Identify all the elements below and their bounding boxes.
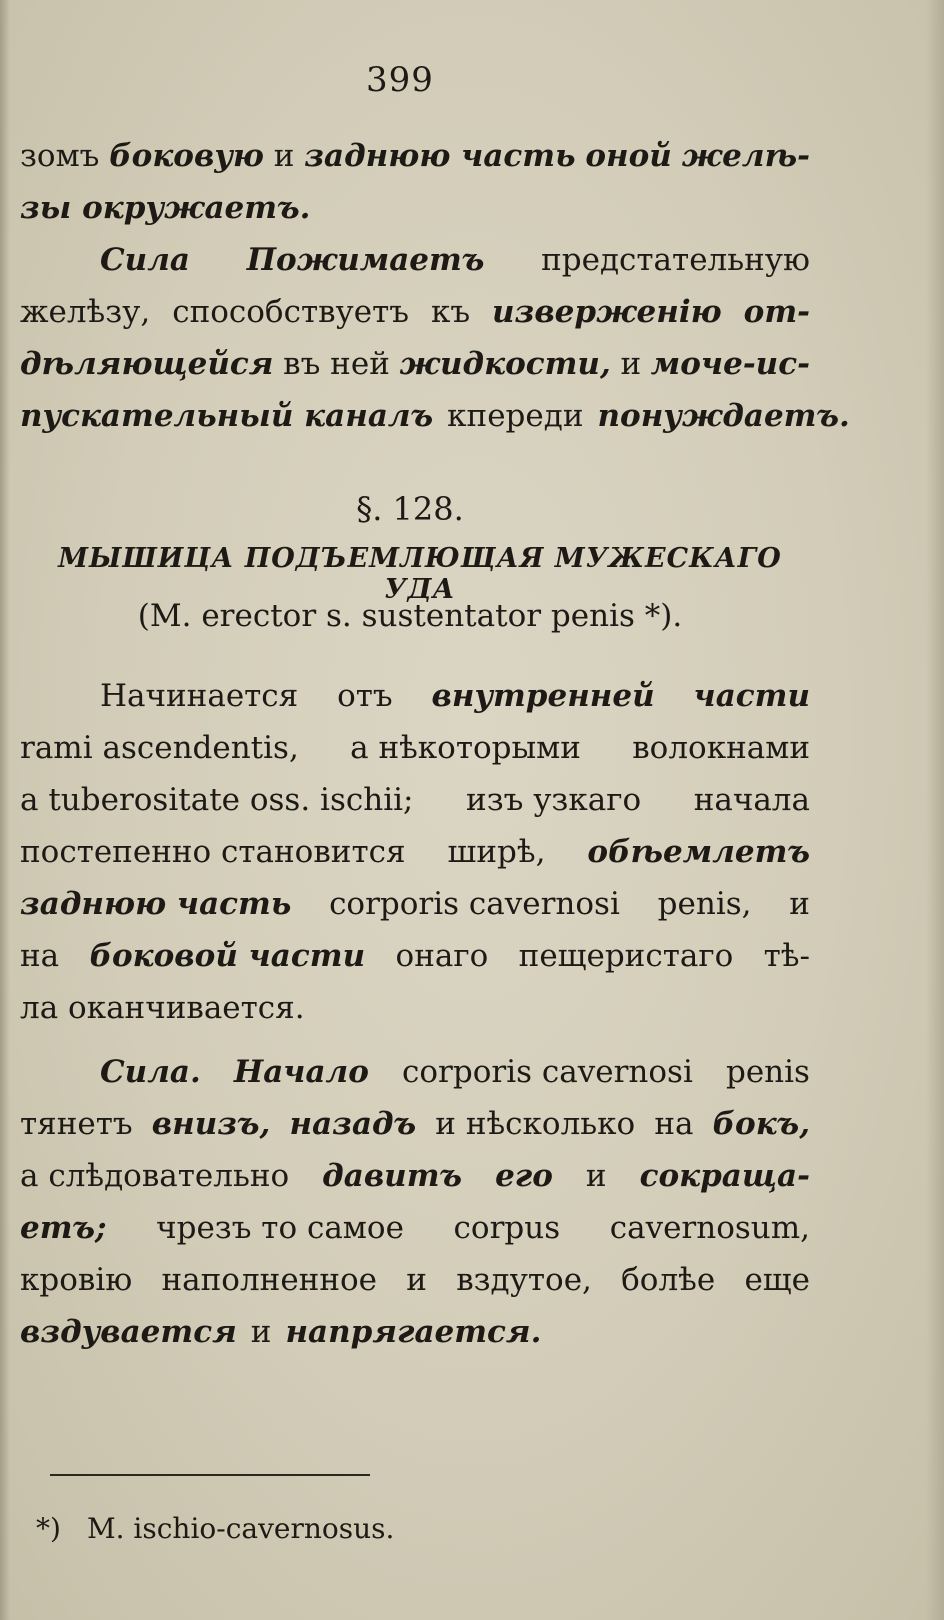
- word: вздутое,: [456, 1262, 592, 1298]
- word: изъ узкаго: [466, 782, 642, 818]
- word: чрезъ то самое: [156, 1210, 404, 1246]
- word: a tuberositate oss. ischii;: [20, 782, 414, 818]
- word: назадъ: [289, 1106, 417, 1142]
- text-line: [20, 930, 810, 982]
- text-line: [20, 826, 810, 878]
- word: и: [250, 1314, 272, 1350]
- word: напрягается.: [285, 1314, 542, 1350]
- word: и: [620, 346, 642, 382]
- word: кпереди: [447, 398, 584, 434]
- word: заднюю часть: [304, 138, 576, 174]
- word: способствуетъ: [172, 294, 410, 330]
- section-latin-name: (M. erector s. sustentator penis *).: [137, 598, 683, 634]
- text-line: [20, 982, 810, 1034]
- text-line: [20, 1046, 810, 1098]
- word: Пожимаетъ: [246, 242, 485, 278]
- word: corporis cavernosi: [329, 886, 620, 922]
- word: начала: [693, 782, 810, 818]
- word: cavernosum,: [609, 1210, 810, 1246]
- page-edge-shadow: [0, 0, 10, 1620]
- word: Начало: [233, 1054, 369, 1090]
- text-line: [20, 1254, 810, 1306]
- word: Сила.: [100, 1054, 201, 1090]
- word: къ: [430, 294, 471, 330]
- text-line: [20, 670, 810, 722]
- word: penis,: [657, 886, 752, 922]
- word: болѣе: [621, 1262, 716, 1298]
- word: кровію: [20, 1262, 133, 1298]
- word: зомъ: [20, 138, 100, 174]
- text-line: [20, 1150, 810, 1202]
- word: волокнами: [632, 730, 810, 766]
- word: боковой части: [89, 938, 366, 974]
- text-line: [20, 286, 810, 338]
- word: тѣ-: [763, 938, 810, 974]
- word: онаго: [395, 938, 489, 974]
- word: заднюю часть: [20, 886, 292, 922]
- word: понуждаетъ.: [597, 398, 850, 434]
- word: Начинается: [100, 678, 299, 714]
- text-line: [20, 390, 850, 442]
- text-line: [20, 338, 810, 390]
- word: и: [789, 886, 810, 922]
- word: обѣемлетъ: [587, 834, 810, 870]
- word: отъ: [337, 678, 393, 714]
- word: ширѣ,: [447, 834, 546, 870]
- word: rami ascendentis,: [20, 730, 299, 766]
- word: еще: [744, 1262, 810, 1298]
- text-line: [20, 1202, 810, 1254]
- word: внизъ,: [151, 1106, 271, 1142]
- word: въ ней: [283, 346, 390, 382]
- word: жидкости,: [399, 346, 611, 382]
- word: етъ;: [20, 1210, 107, 1246]
- word: Сила: [100, 242, 190, 278]
- word: оной: [585, 138, 672, 174]
- footnote-divider: [50, 1474, 370, 1476]
- word: corpus: [453, 1210, 561, 1246]
- word: боковую: [109, 138, 264, 174]
- word: постепенно становится: [20, 834, 406, 870]
- word: penis: [725, 1054, 810, 1090]
- text-line: [20, 130, 810, 182]
- word: и: [406, 1262, 427, 1298]
- word: corporis cavernosi: [402, 1054, 693, 1090]
- page-edge-shadow-right: [926, 0, 944, 1620]
- footnote: [36, 1512, 394, 1545]
- word: на: [654, 1106, 694, 1142]
- word: бокъ,: [712, 1106, 810, 1142]
- word: тянетъ: [20, 1106, 133, 1142]
- word: давитъ: [322, 1158, 463, 1194]
- word: и: [273, 138, 295, 174]
- word: а нѣкоторыми: [350, 730, 581, 766]
- paragraph-action: [20, 1046, 810, 1358]
- section-title: МЫШИЦА ПОДЪЕМЛЮЩАЯ МУЖЕСКАГО УДА: [58, 543, 782, 605]
- word: дѣляющейся: [20, 346, 274, 382]
- word: желѣ-: [681, 138, 810, 174]
- word: и нѣсколько: [435, 1106, 636, 1142]
- word: моче-ис-: [650, 346, 810, 382]
- word: на: [20, 938, 60, 974]
- paragraph-origin: [20, 670, 810, 1034]
- word: его: [495, 1158, 553, 1194]
- word: части: [693, 678, 810, 714]
- word: а слѣдовательно: [20, 1158, 290, 1194]
- footnote-mark: *): [36, 1512, 61, 1545]
- word: предстательную: [541, 242, 810, 278]
- word: изверженію: [492, 294, 722, 330]
- word: зы окружаетъ.: [20, 190, 311, 226]
- word: пускательный каналъ: [20, 398, 434, 434]
- word: вздувается: [20, 1314, 237, 1350]
- section-number: §. 128.: [356, 490, 464, 528]
- text-line: [20, 722, 810, 774]
- word: от-: [743, 294, 810, 330]
- word: наполненное: [161, 1262, 378, 1298]
- text-line: [20, 774, 810, 826]
- text-line: [20, 1098, 810, 1150]
- word: ла оканчивается.: [20, 990, 305, 1026]
- text-line: [20, 1306, 810, 1358]
- text-line: [20, 878, 810, 930]
- word: желѣзу,: [20, 294, 151, 330]
- word: внутренней: [431, 678, 655, 714]
- paragraph-continuation: [20, 130, 850, 442]
- footnote-text: M. ischio-cavernosus.: [86, 1512, 395, 1545]
- page-number: 399: [366, 60, 434, 100]
- word: пещеристаго: [518, 938, 734, 974]
- text-line: [20, 234, 810, 286]
- word: и: [585, 1158, 607, 1194]
- text-line: [20, 182, 810, 234]
- word: сокраща-: [639, 1158, 810, 1194]
